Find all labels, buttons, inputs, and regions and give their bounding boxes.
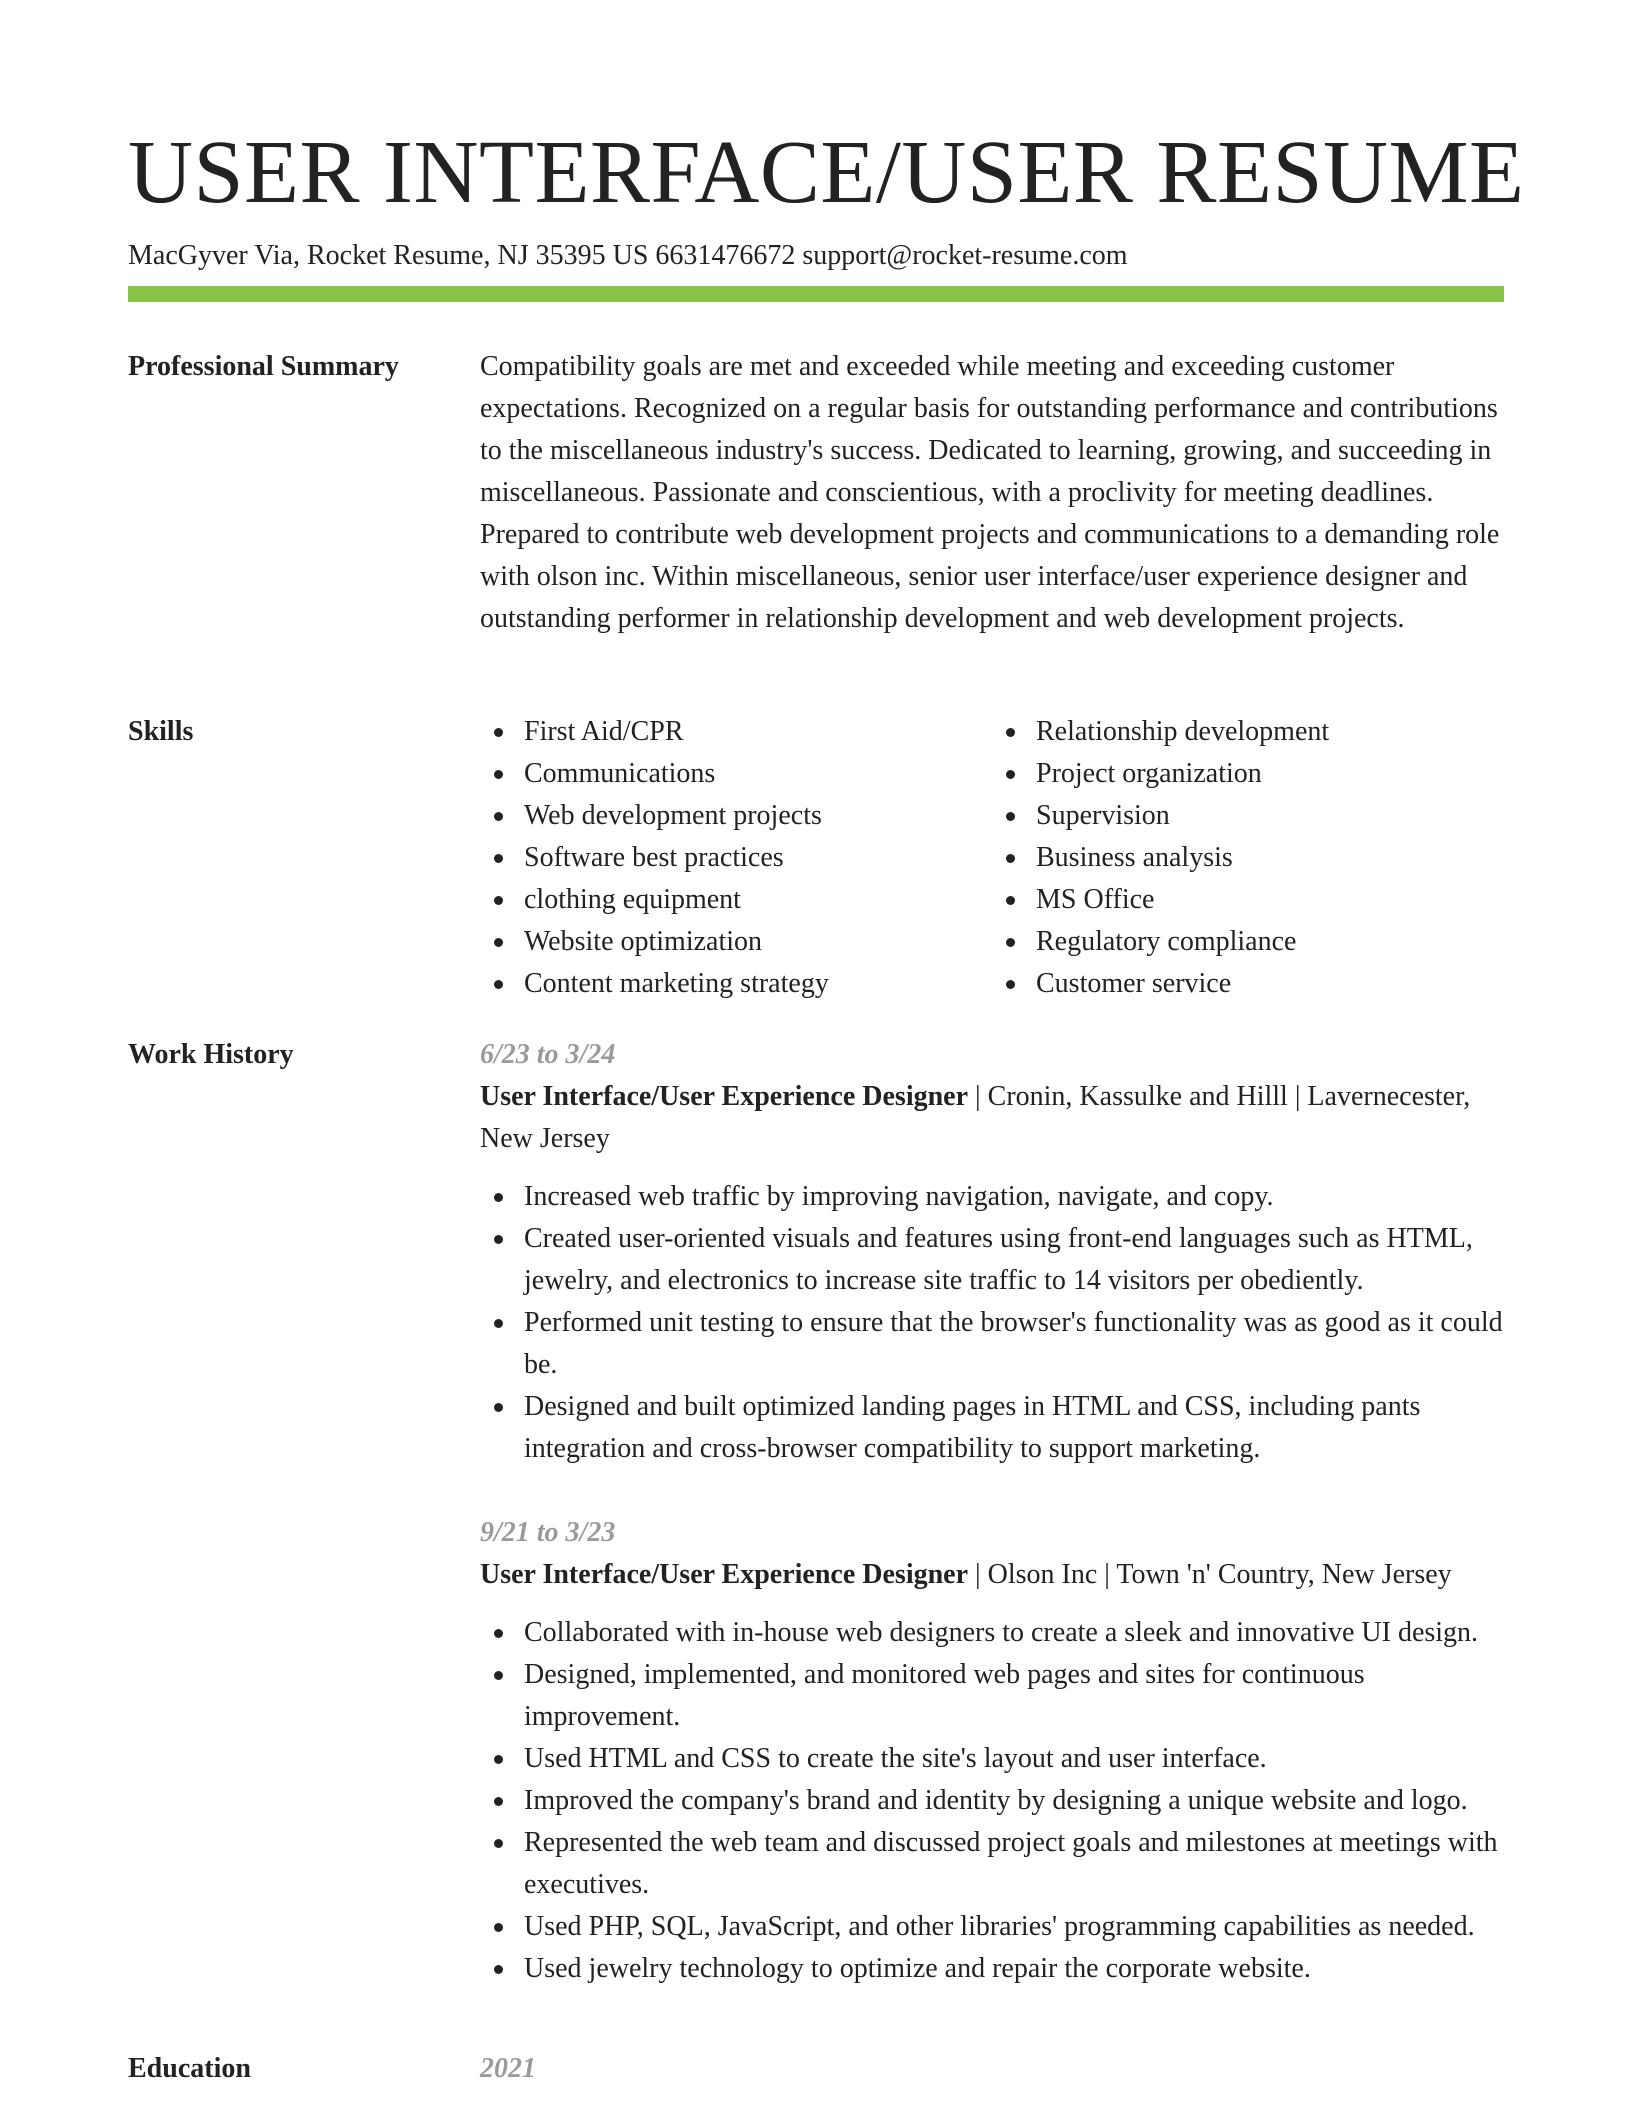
job-bullet: Used PHP, SQL, JavaScript, and other libraries' programming capabilities as needed.	[524, 1906, 1504, 1948]
section-label-skills: Skills	[128, 716, 194, 747]
skills-list-right	[992, 711, 1504, 1005]
job-bullets	[480, 1612, 1504, 1990]
job-title: User Interface/User Experience Designer	[480, 1559, 969, 1590]
skill-item: Website optimization	[524, 921, 992, 963]
skill-item: MS Office	[1036, 879, 1504, 921]
job-bullet: Represented the web team and discussed project goals and milestones at meetings with executives.	[524, 1822, 1504, 1906]
contact-address: MacGyver Via, Rocket Resume, NJ 35395 US	[128, 240, 649, 271]
contact-line	[128, 236, 1504, 276]
resume-name: USER INTERFACE/USER RESUME	[128, 123, 1525, 222]
section-label-education: Education	[128, 2053, 251, 2084]
skill-item: Software best practices	[524, 837, 992, 879]
skill-item: Relationship development	[1036, 711, 1504, 753]
section-label-work: Work History	[128, 1039, 294, 1070]
work-content	[480, 1034, 1504, 1990]
section-label-summary: Professional Summary	[128, 351, 399, 382]
skill-item: Communications	[524, 753, 992, 795]
skill-item: Web development projects	[524, 795, 992, 837]
job-role-line	[480, 1554, 1504, 1596]
job-entry	[480, 1034, 1504, 1470]
skill-item: clothing equipment	[524, 879, 992, 921]
job-bullet: Used HTML and CSS to create the site's layout and user interface.	[524, 1738, 1504, 1780]
skill-item: Business analysis	[1036, 837, 1504, 879]
job-details: | Cronin, Kassulke and Hilll | Lavernecester, New Jersey	[480, 1081, 1471, 1154]
job-bullet: Created user-oriented visuals and features using front-end languages such as HTML, jewelry, and electronics to increase site traffic to 14 visitors per obediently.	[524, 1218, 1504, 1302]
job-bullet: Increased web traffic by improving navigation, navigate, and copy.	[524, 1176, 1504, 1218]
education-dates: 2021	[480, 2053, 536, 2084]
job-bullets	[480, 1176, 1504, 1470]
skill-item: First Aid/CPR	[524, 711, 992, 753]
job-bullet: Collaborated with in-house web designers to create a sleek and innovative UI design.	[524, 1612, 1504, 1654]
job-bullet: Used jewelry technology to optimize and repair the corporate website.	[524, 1948, 1504, 1990]
job-dates: 6/23 to 3/24	[480, 1039, 616, 1070]
education-content	[480, 2048, 1504, 2090]
skills-list-left	[480, 711, 992, 1005]
summary-content	[480, 346, 1504, 640]
skill-item: Regulatory compliance	[1036, 921, 1504, 963]
job-role-line	[480, 1076, 1504, 1160]
job-bullet: Performed unit testing to ensure that the browser's functionality was as good as it could be.	[524, 1302, 1504, 1386]
skill-item: Content marketing strategy	[524, 963, 992, 1005]
skill-item: Project organization	[1036, 753, 1504, 795]
skill-item: Customer service	[1036, 963, 1504, 1005]
contact-phone: 6631476672	[655, 240, 796, 271]
skill-item: Supervision	[1036, 795, 1504, 837]
summary-text: Compatibility goals are met and exceeded while meeting and exceeding customer expectations. Recognized on a regular basis for outstanding performance and contributions to the miscellaneous industry's success. Dedicated to learning, growing, and succeeding in miscellaneous. Passionate and conscientious, with a proclivity for meeting deadlines. Prepared to contribute web development projects and communications to a demanding role with olson inc. Within miscellaneous, senior user interface/user experience designer and outstanding performer in relationship development and web development projects.	[480, 351, 1500, 634]
job-dates: 9/21 to 3/23	[480, 1517, 616, 1548]
job-title: User Interface/User Experience Designer	[480, 1081, 969, 1112]
job-bullet: Improved the company's brand and identity by designing a unique website and logo.	[524, 1780, 1504, 1822]
skills-content	[480, 711, 1504, 1005]
job-details: | Olson Inc | Town 'n' Country, New Jersey	[968, 1559, 1452, 1590]
resume-header	[128, 118, 1525, 276]
job-bullet: Designed and built optimized landing pages in HTML and CSS, including pants integration and cross-browser compatibility to support marketing.	[524, 1386, 1504, 1470]
job-bullet: Designed, implemented, and monitored web pages and sites for continuous improvement.	[524, 1654, 1504, 1738]
job-entry	[480, 1512, 1504, 1990]
contact-email: support@rocket-resume.com	[802, 240, 1128, 271]
accent-divider	[128, 286, 1504, 302]
